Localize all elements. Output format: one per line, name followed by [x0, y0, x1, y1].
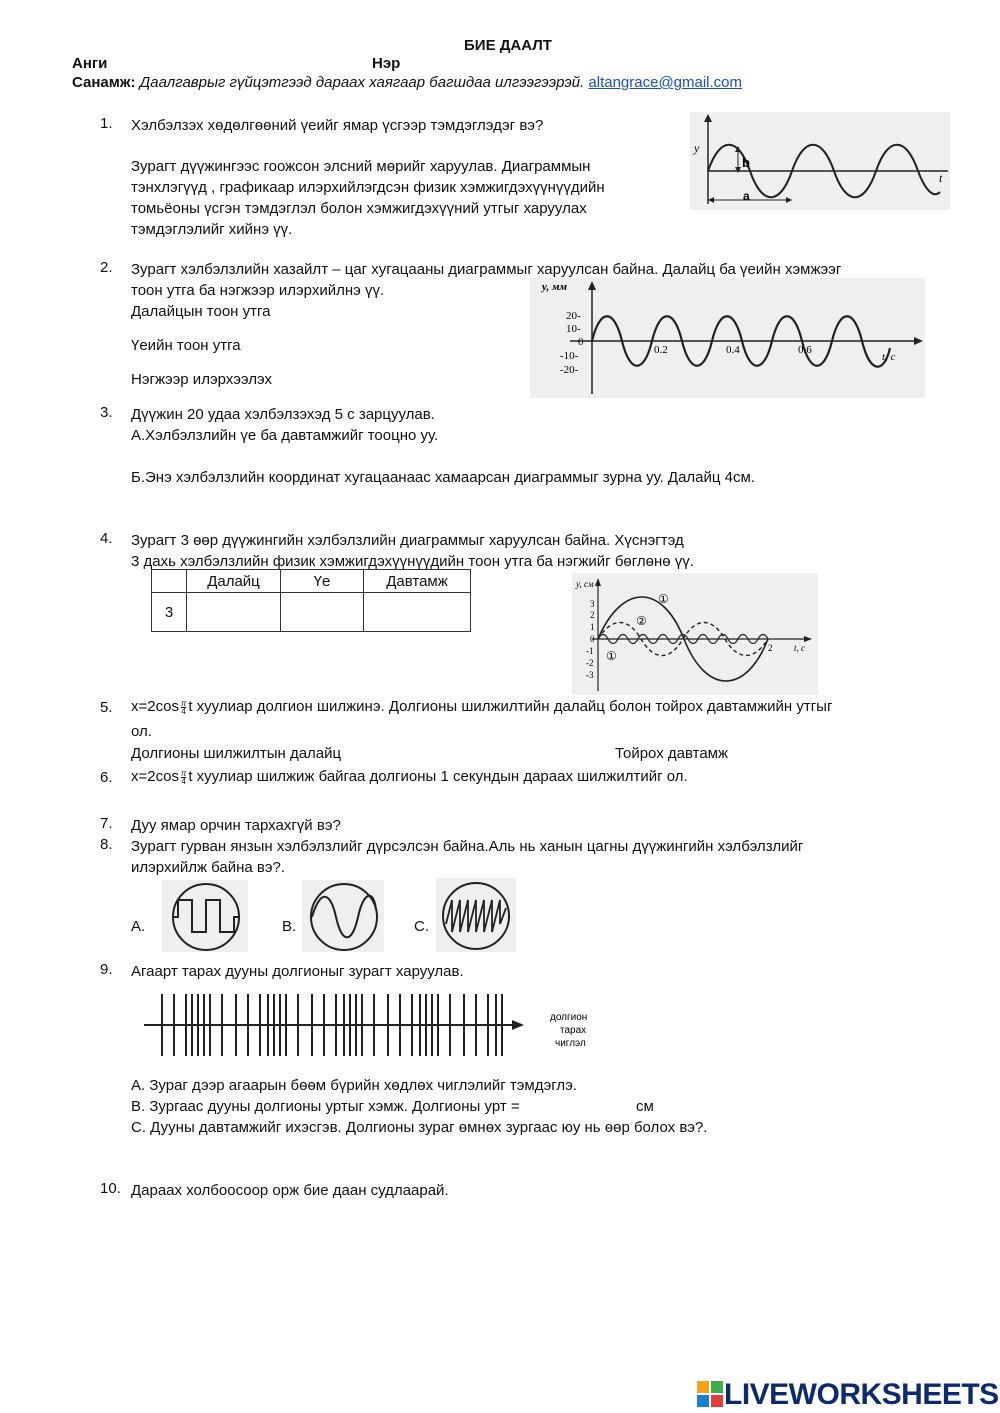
q6-text — [131, 766, 688, 787]
q5-frac-top: π — [180, 698, 187, 708]
q9-fig-label3: чиглэл — [555, 1038, 586, 1049]
q8-option-b-label[interactable]: B. — [282, 918, 297, 935]
q5-line1-rest: t хуулиар долгион шилжинэ. Долгионы шилжилтийн далайц болон тойрох давтамжийн утгыг — [188, 698, 833, 715]
q5-line3-right: Тойрох давтамж — [615, 745, 729, 762]
q1-line5: тэмдэглэлийг хийнэ үү. — [131, 221, 293, 238]
q2-line1: Зурагт хэлбэлзлийн хазайлт – цаг хугацааны диаграммыг харуулсан байна. Далайц ба үеийн хэмжээг — [131, 261, 842, 278]
email-link[interactable]: altangrace@gmail.com — [588, 74, 743, 91]
note-label: Санамж: — [72, 74, 136, 91]
q6-fraction — [181, 770, 186, 785]
q1-line1: Хэлбэлзэх хөдөлгөөний үеийг ямар үсгээр тэмдэглэдэг вэ? — [131, 117, 544, 134]
class-label: Анги — [72, 55, 108, 72]
q2-line5: Нэгжээр илэрхээлэх — [131, 371, 272, 388]
q8-number: 8. — [100, 836, 113, 853]
q8-option-b-figure[interactable] — [302, 880, 384, 952]
q5-fraction — [181, 700, 186, 715]
name-label: Нэр — [372, 55, 401, 72]
q2-fig-ytick: 20- — [566, 310, 581, 322]
q6-frac-bottom: 4 — [181, 776, 186, 786]
q4-answer-amplitude[interactable] — [187, 593, 281, 632]
q4-fig-ytick: -2 — [586, 658, 594, 668]
q9-fig-label2: тарах — [560, 1025, 587, 1036]
q2-fig-xtick: 0.4 — [726, 344, 740, 356]
q1-number: 1. — [100, 115, 113, 132]
q9-part-a: A. Зураг дээр агаарын бөөм бүрийн хөдлөх чиглэлийг тэмдэглэ. — [131, 1077, 577, 1094]
q9-part-b-unit: см — [635, 1098, 654, 1115]
q9-part-b-line — [131, 1096, 707, 1117]
q8-option-c-label[interactable]: C. — [414, 918, 429, 935]
q4-fig-ytick: 3 — [590, 599, 595, 609]
liveworksheets-logo-icon — [697, 1381, 723, 1407]
q6-number: 6. — [100, 769, 113, 786]
q4-table-header-period: Үе — [281, 570, 364, 593]
q8-text — [131, 836, 803, 878]
q6-line1-rest: t хуулиар шилжиж байгаа долгионы 1 секундын дараах шилжилтийг ол. — [188, 768, 688, 785]
q4-fig-ytick: 1 — [590, 622, 595, 632]
q2-fig-ytick: -20- — [560, 364, 579, 376]
q4-line1: Зурагт 3 өөр дүүжингийн хэлбэлзлийн диаграммыг харуулсан байна. Хүснэгтэд — [131, 532, 684, 549]
q3-line2: А.Хэлбэлзлийн үе ба давтамжийг тооцно уу. — [131, 427, 439, 444]
q2-fig-xtick: 0.6 — [798, 344, 812, 356]
q1-fig-a-label: a — [743, 189, 750, 203]
q4-fig-curve-label: ① — [658, 592, 669, 606]
q2-fig-ylabel: y, мм — [542, 281, 568, 293]
q1-line3: тэнхлэгүүд , графикаар илэрхийлэгдсэн физик хэмжигдэхүүнүүдийн — [131, 179, 605, 196]
q4-table-header-amplitude: Далайц — [187, 570, 281, 593]
q3-number: 3. — [100, 404, 113, 421]
q1-fig-t-label: t — [939, 171, 943, 185]
q4-number: 4. — [100, 530, 113, 547]
q9-fig-label1: долгион — [550, 1012, 588, 1023]
q4-answer-table — [151, 569, 471, 632]
q5-frac-bottom: 4 — [181, 706, 186, 716]
q1-figure — [690, 112, 950, 210]
q2-fig-ytick: 10- — [566, 323, 581, 335]
q9-number: 9. — [100, 961, 113, 978]
q3-line1: Дүүжин 20 удаа хэлбэлзэхэд 5 с зарцуулав. — [131, 406, 435, 423]
q2-fig-ytick: 0 — [578, 336, 584, 348]
q5-line3-left: Долгионы шилжилтын далайц — [131, 745, 342, 762]
q1-text — [131, 115, 605, 240]
q2-fig-xlabel: t, с — [882, 351, 896, 363]
q3-text — [131, 404, 755, 488]
q4-fig-x2: 2 — [768, 643, 773, 653]
q1-fig-y-label: y — [694, 141, 700, 155]
q1-line2: Зурагт дүүжингээс гоожсон элсний мөрийг харуулав. Диаграммын — [131, 158, 591, 175]
q8-line1: Зурагт гурван янзын хэлбэлзлийг дүрсэлсэн байна.Аль нь ханын цагны дүүжингийн хэлбэлзлийг — [131, 838, 804, 855]
q4-answer-period[interactable] — [281, 593, 364, 632]
q5-number: 5. — [100, 699, 113, 716]
q4-fig-curve-label: ① — [606, 649, 617, 663]
q4-text — [131, 530, 694, 572]
q6-frac-top: π — [180, 768, 187, 778]
q9-figure — [140, 990, 610, 1060]
q6-prefix: x=2cos — [131, 768, 179, 785]
q10-line1: Дараах холбоосоор орж бие даан судлаарай. — [131, 1182, 449, 1199]
q1-line4: томьёоны үсгэн тэмдэглэл болон хэмжигдэхүүний утгыг харуулах — [131, 200, 587, 217]
q4-fig-xlabel: t, с — [794, 643, 805, 653]
q9-part-b: B. Зургаас дууны долгионы уртыг хэмж. Долгионы урт = — [131, 1098, 520, 1115]
q4-fig-ytick: 0 — [590, 634, 595, 644]
q4-fig-ytick: -3 — [586, 670, 594, 680]
q2-fig-xtick: 0.2 — [654, 344, 668, 356]
q8-option-a-label[interactable]: A. — [131, 918, 146, 935]
q2-number: 2. — [100, 259, 113, 276]
q4-answer-frequency[interactable] — [364, 593, 471, 632]
q1-fig-b-label: b — [742, 155, 750, 170]
note-line — [72, 74, 742, 91]
q4-table-row-label: 3 — [152, 593, 187, 632]
q9-line1: Агаарт тарах дууны долгионыг зурагт харуулав. — [131, 963, 464, 980]
q10-number: 10. — [100, 1180, 121, 1197]
q9-parts — [131, 1075, 707, 1138]
q5-line2: ол. — [131, 723, 152, 740]
q2-fig-ytick: -10- — [560, 350, 579, 362]
q8-option-a-figure[interactable] — [162, 880, 248, 952]
q4-fig-ytick: 2 — [590, 610, 595, 620]
page-title: БИЕ ДААЛТ — [464, 37, 552, 54]
q2-figure — [530, 278, 925, 398]
q4-figure — [572, 573, 818, 695]
q8-line2: илэрхийлж байна вэ?. — [131, 859, 286, 876]
q2-line4: Үеийн тоон утга — [131, 337, 241, 354]
note-text: Даалгаврыг гүйцэтгээд дараах хаягаар багшдаа илгээгээрэй. — [139, 74, 585, 91]
q5-line1 — [131, 696, 832, 717]
q4-line2: 3 дахь хэлбэлзлийн физик хэмжигдэхүүнүүдийн тоон утга ба нэгжийг бөглөнө үү. — [131, 553, 694, 570]
q4-fig-ytick: -1 — [586, 646, 594, 656]
q4-table-header-frequency: Давтамж — [364, 570, 471, 593]
q5-prefix: x=2cos — [131, 698, 179, 715]
q3-line3: Б.Энэ хэлбэлзлийн координат хугацаанаас хамаарсан диаграммыг зурна уу. Далайц 4см. — [131, 469, 755, 486]
q2-line3: Далайцын тоон утга — [131, 303, 271, 320]
q7-number: 7. — [100, 815, 113, 832]
q9-part-c: C. Дууны давтамжийг ихэсгэв. Долгионы зураг өмнөх зургаас юу нь өөр болох вэ?. — [131, 1119, 708, 1136]
q7-line1: Дуу ямар орчин тархахгүй вэ? — [131, 817, 341, 834]
q2-line2: тоон утга ба нэгжээр илэрхийлнэ үү. — [131, 282, 385, 299]
q4-fig-curve-label: ② — [636, 614, 647, 628]
q5-text — [131, 696, 832, 742]
q4-fig-ylabel: y, см — [576, 579, 594, 589]
q8-option-c-figure[interactable] — [436, 878, 516, 952]
q4-table-header-empty — [152, 570, 187, 593]
liveworksheets-logo[interactable]: LIVEWORKSHEETS — [724, 1378, 999, 1411]
